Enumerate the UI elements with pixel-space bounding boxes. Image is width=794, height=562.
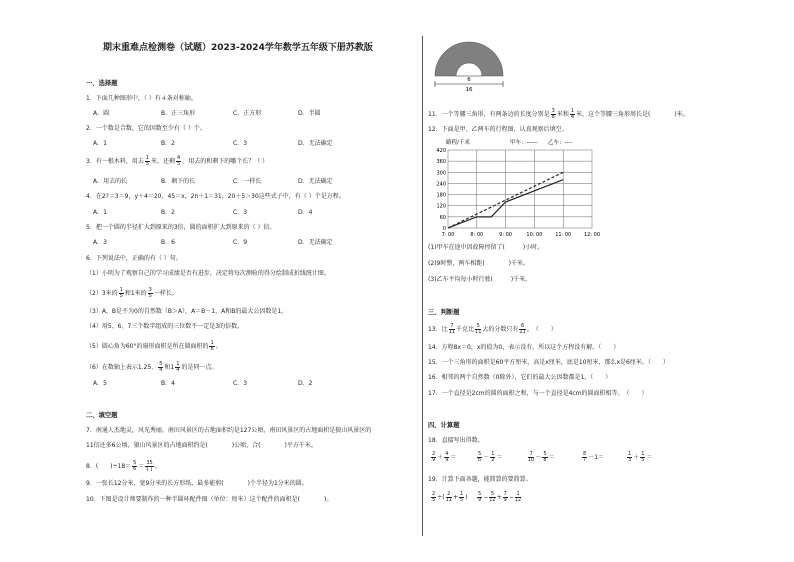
q12-text: 12．下面是甲、乙两车的行程图，认真观察后填空。	[428, 126, 568, 133]
q7-line-2: 11倍还多6公顷，狼山风景区的占地面积约是( )公顷，合( )平方千米。	[86, 442, 317, 449]
calc-item-4: $\frac{8}{7}$ －1＝	[583, 451, 605, 463]
y-tick-label: 0	[442, 226, 446, 232]
q6-opt-d[interactable]: D．2	[298, 380, 313, 387]
q2-opt-a[interactable]: A．1	[93, 140, 107, 147]
chart-x-ticks	[442, 232, 600, 238]
y-tick-label: 180	[436, 192, 446, 199]
q8-text: 8．( )÷18＝ $\frac{5}{6}$ ＝ $\frac{35}{[ ]}$ 。	[86, 460, 161, 472]
q15-text: 15．一个三角形的面积是60平方厘米，高是x厘米，底是10厘米，那么x是6厘米。（ ）	[428, 359, 669, 366]
q5-opt-c[interactable]: C．9	[233, 239, 248, 246]
q2-opt-b[interactable]: B．2	[161, 140, 175, 147]
chart-ylabel: 路程/千米	[446, 140, 470, 146]
q5-opt-a[interactable]: A．3	[93, 239, 107, 246]
q1-opt-d[interactable]: D．半圆	[298, 110, 321, 117]
legend-yi: 乙车：----	[548, 140, 573, 146]
q4-text: 4．在2?＝3＝9，y＋4＝20，45＝x，2n＋1＝31，20＋5＞30这些式子中，有（ ）个是方程。	[86, 193, 345, 200]
section-calc: 四、计算题	[428, 422, 460, 429]
inner-diameter-label: 6	[467, 77, 471, 83]
travel-line-chart	[430, 136, 600, 240]
calc-item-5: $\frac{1}{3}$ ＋ $\frac{1}{5}$ ＝	[628, 451, 653, 463]
q14-text: 14．方程8x＝0，x的值为0，表示没有，所以这个方程没有解。（ ）	[428, 344, 620, 351]
q1-text: 1．下面几种图形中，（ ）有４条对称轴。	[86, 95, 197, 102]
q6-opt-c[interactable]: C．3	[233, 380, 248, 387]
q1-opt-c[interactable]: C．正方形	[233, 110, 262, 117]
section-judge: 三、判断题	[428, 309, 460, 316]
q6-opt-a[interactable]: A．5	[93, 380, 107, 387]
y-tick-label: 300	[436, 170, 446, 177]
x-tick-label: 7: 00	[441, 232, 455, 238]
half-ring-figure	[429, 38, 509, 94]
outer-diameter-label: 16	[465, 87, 473, 93]
calc-item-1: $\frac{2}{9}$ ＋ $\frac{4}{9}$ ＝	[432, 451, 457, 463]
q4-opt-b[interactable]: B．2	[161, 209, 175, 216]
y-tick-label: 60	[439, 214, 446, 221]
chart-grid	[448, 150, 592, 228]
y-tick-label: 360	[436, 159, 446, 166]
q19-expr-1: $\frac{2}{5}$ ÷( $\frac{2}{11}$ + $\frac{1}{5}$ )	[432, 491, 468, 503]
q6-statement-3: （3）A、B是不为0的自然数（B＞A），A＝B－1，A和B的最大公因数是1。	[86, 308, 288, 315]
x-tick-label: 9: 00	[499, 232, 513, 238]
x-tick-label: 11: 00	[555, 232, 572, 238]
q10-text: 10．下图是设计师要制作的一种半圆环配件图（单位：厘米）这个配件的面积是( )。	[86, 496, 333, 503]
q6-opt-b[interactable]: B．4	[161, 380, 175, 387]
q12-2-text: (2)9时整，两车相距( )千米。	[428, 260, 529, 267]
q7-line-1: 7．南通人杰地灵，风光秀丽，南田风景区的占地面积约是127公顷，南田风景区的占地面积是狼山风景区的	[86, 427, 372, 434]
q12-3-text: (3)乙车平均每小时行驶( )千米。	[428, 276, 532, 283]
q3-text: 3．有一根木料，用去 $\frac{1}{5}$ 米，还剩 $\frac{4}{5}$ 。用去的和剩下的哪个长？（ ）	[86, 155, 269, 167]
x-tick-label: 10: 00	[526, 232, 543, 238]
q16-text: 16．相邻的两个自然数（0除外），它们的最大公因数都是1。（ ）	[428, 374, 612, 381]
q4-opt-d[interactable]: D．4	[298, 209, 313, 216]
section-fill: 二、填空题	[86, 412, 118, 419]
q18-text: 18．直接写出得数。	[428, 437, 484, 444]
q11-text: 11．一个等腰三角形，有两条边的长度分别是 $\frac{3}{8}$ 米和 $\frac{1}{4}$ 米，这个等腰三角形周长是( )米。	[428, 108, 689, 120]
q13-text: 13．比 $\frac{7}{11}$ 千克比 $\frac{5}{11}$ 大的分数只有 $\frac{6}{11}$ 。 （ ）	[428, 323, 557, 335]
q1-opt-a[interactable]: A．圆	[93, 110, 110, 117]
q6-statement-1: （1）小明为了观察自己的学习成绩是否有进步，决定将每次测验的得分绘制成折线统计图。	[86, 270, 330, 277]
legend-jia: 甲车：——	[510, 140, 538, 146]
q6-statement-2: （2）3米的 $\frac{1}{5}$ 和1米的 $\frac{3}{5}$ 一样长。	[86, 287, 178, 299]
column-divider	[422, 36, 423, 536]
q6-statement-6: （6）在数轴上表示1.25、 $\frac{5}{4}$ 和1 $\frac{1}{4}$ 的是同一点。	[86, 361, 218, 373]
q6-text: 6．下列说法中，正确的有（ ）句。	[86, 255, 182, 262]
q2-opt-c[interactable]: C．3	[233, 140, 248, 147]
page-title: 期末重难点检测卷（试题）2023-2024学年数学五年级下册苏教版	[103, 43, 373, 53]
q3-opt-d[interactable]: D．无法确定	[298, 178, 333, 185]
q5-text: 5．把一个圆的半径扩大到原来的3倍，圆的面积扩大到原来的（ ）倍。	[86, 224, 276, 231]
q17-text: 17．一个直径是2cm的圆的面积之和，与一个直径是4cm的圆面积相等。 （ ）	[428, 390, 648, 397]
section-choice: 一、选择题	[86, 80, 118, 87]
q19-text: 19．计算下面各题，能简算的要简算。	[428, 476, 532, 483]
q19-expr-2: $\frac{5}{9}$ − $\frac{5}{12}$ + $\frac{7}{9}$ − $\frac{1}{12}$	[478, 491, 522, 503]
q2-text: 2．一个数是合数，它的因数至少有（ ）个。	[86, 125, 206, 132]
q3-opt-b[interactable]: B．剩下的长	[161, 178, 196, 185]
q3-opt-a[interactable]: A．用去的长	[93, 178, 128, 185]
q5-opt-d[interactable]: D．无法确定	[298, 239, 333, 246]
y-tick-label: 120	[436, 203, 446, 210]
q4-opt-c[interactable]: C．3	[233, 209, 248, 216]
q1-opt-b[interactable]: B．正三角形	[161, 110, 196, 117]
y-tick-label: 420	[436, 148, 446, 154]
q9-text: 9．一张长12分米，宽9分米的长方形纸，最多能剪( )个半径为1分米的圆。	[86, 480, 308, 487]
calc-item-2: $\frac{5}{6}$ － $\frac{1}{2}$ ＝	[478, 451, 503, 463]
y-tick-label: 240	[436, 181, 446, 188]
calc-item-3: $\frac{7}{10}$ － $\frac{5}{8}$ ＝	[528, 451, 555, 463]
x-tick-label: 12: 00	[584, 232, 600, 238]
q6-statement-5: （5）圆心角为60°的扇形面积是所在圆面积的 $\frac{1}{6}$ 。	[86, 340, 222, 352]
q12-1-text: (1)甲车在途中因故障停留了( )小时。	[428, 244, 544, 251]
q5-opt-b[interactable]: B．6	[161, 239, 175, 246]
x-tick-label: 8: 00	[470, 232, 484, 238]
q3-opt-c[interactable]: C．一样长	[233, 178, 262, 185]
q6-statement-4: （4）用5、6、7三个数字组成的三位数不一定是3的倍数。	[86, 323, 244, 330]
q4-opt-a[interactable]: A．1	[93, 209, 107, 216]
q2-opt-d[interactable]: D．无法确定	[298, 140, 333, 147]
chart-y-ticks	[436, 148, 446, 232]
